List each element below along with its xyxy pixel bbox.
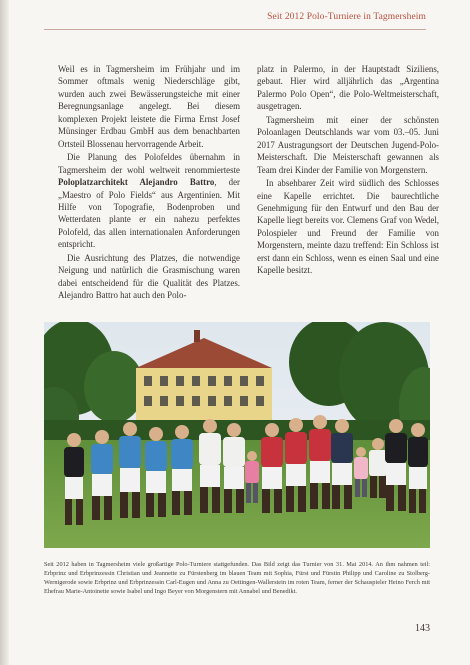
group-photo (44, 322, 430, 548)
paragraph-text: Die Planung des Polofeldes übernahm in Tagmersheim der wohl weltweit renommierteste (58, 152, 240, 175)
paragraph: platz in Palermo, in der Hauptstadt Siziliens, gebaut. Hier wird alljährlich das „Argentina Palermo Polo Open“, die Polo-Weltmeisterschaft, ausgetragen. (257, 64, 439, 112)
page-gutter-shadow (0, 0, 9, 665)
paragraph: Weil es in Tagmersheim im Frühjahr und im Sommer oftmals wenig Niederschläge gibt, wurden auch zwei Bewässerungsteiche mit einer Beregnungsanlage angelegt. Bei diesem komplexen Projekt leistete die Firma Ernst Josef Münsinger Erdbau GmbH aus dem benachbarten Ortsteil Blossenau hervorragende Arbeit. (58, 64, 240, 149)
page-number: 143 (415, 623, 430, 634)
paragraph: Die Ausrichtung des Platzes, die notwendige Neigung und natürlich die Grasmischung waren dabei entscheidend für die Qualität des Platzes. Alejandro Battro hat auch den Polo- (58, 252, 240, 301)
paragraph (58, 151, 240, 251)
text-column-left (58, 63, 240, 303)
running-header: Seit 2012 Polo-Turniere in Tagmersheim (267, 12, 426, 22)
paragraph-text: , der „Maestro of Polo Fields“ aus Argentinien. Mit Hilfe von Topografie, Bodenproben und Wetterdaten plante er ein nahezu perfektes Polofeld, das allen internationalen Anforderungen entspricht. (58, 177, 240, 250)
bold-name: Poloplatzarchitekt Alejandro Battro (58, 177, 215, 188)
group-photo-illustration (44, 322, 430, 548)
text-column-right (257, 63, 439, 278)
header-rule (44, 29, 426, 30)
photo-caption: Seit 2012 haben in Tagmersheim viele großartige Polo-Turniere stattgefunden. Das Bild zeigt das Turnier von 31. Mai 2014. An ihm nahmen teil: Erbprinz und Erbprinzessin Christian und Jeannette zu Fürstenberg im blauen Team mit Sophia, Fürst und Fürstin Philipp und Caroline zu Stolberg-Wernigerode sowie Erbprinz und Erbprinzessin Carl-Eugen und Anna zu Oettingen-Wallerstein im roten Team, ferner der Schauspieler Heino Ferch mit Ehefrau Marie-Antoinette sowie Isabel und Ingo Beyer von Morgenstern mit Annabel und Benedikt. (44, 561, 430, 595)
paragraph: In absehbarer Zeit wird südlich des Schlosses eine Kapelle errichtet. Die baurechtliche Genehmigung für den Entwurf und den Bau der Kapelle liegt bereits vor. Clemens Graf von Wedel, Polospieler und Freund der Familie von Morgenstern, meinte dazu treffend: Ein Schloss ist erst dann ein Schloss, wenn es einen Saal und eine Kapelle besitzt. (257, 178, 439, 276)
paragraph: Tagmersheim mit einer der schönsten Poloanlagen Deutschlands war vom 03.–05. Juni 2017 Austragungsort der Deutschen Jugend-Polo-Meisterschaft. Die Meisterschaft gewannen als Team drei Kinder der Familie von Morgenstern. (257, 114, 439, 175)
